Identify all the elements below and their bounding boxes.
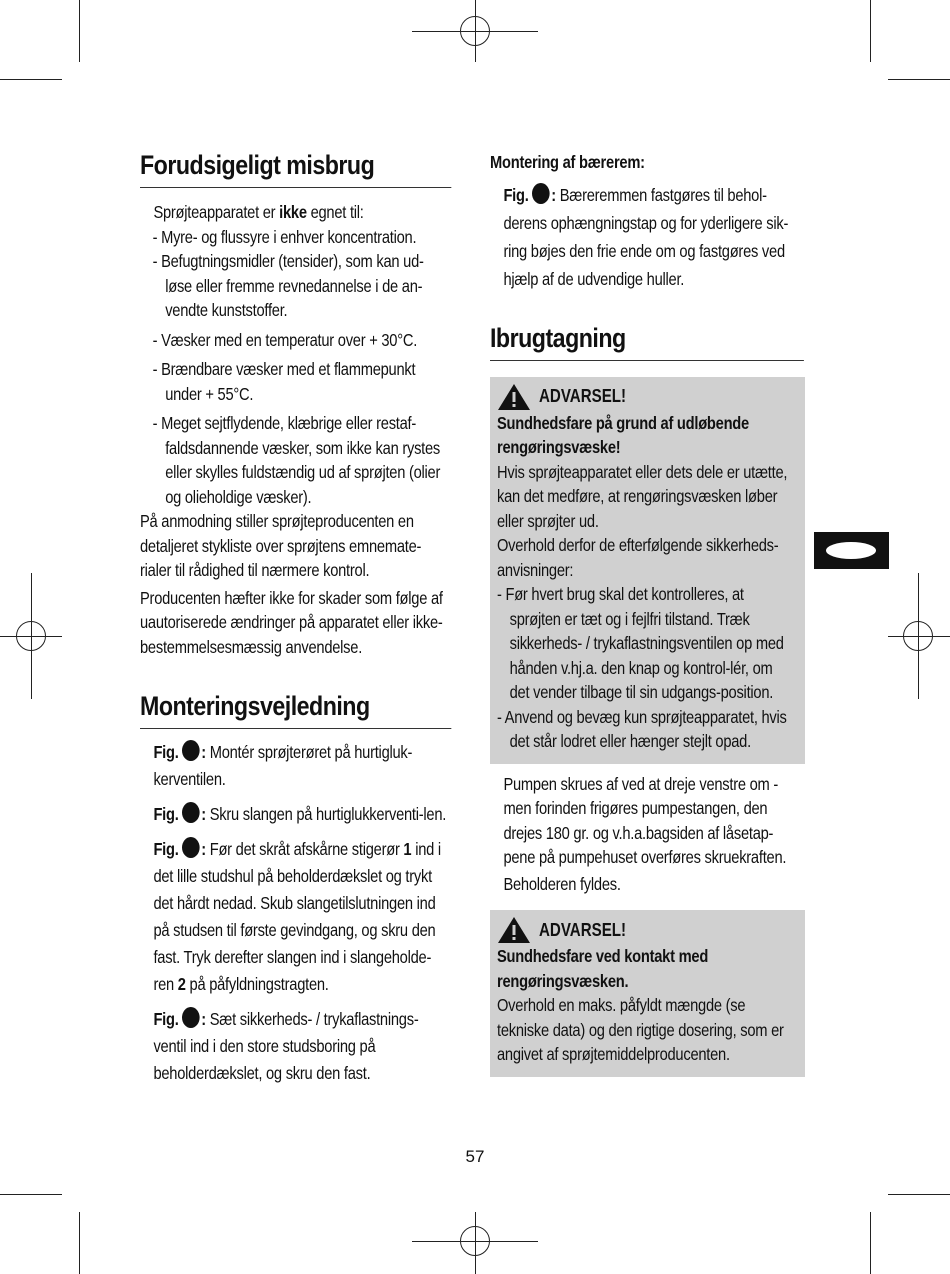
figure-marker-icon bbox=[182, 740, 200, 761]
crop-mark bbox=[79, 0, 80, 62]
warning-triangle-icon bbox=[497, 383, 531, 411]
figure-marker-icon bbox=[182, 1007, 200, 1028]
warning-box bbox=[490, 377, 805, 764]
warning-triangle-icon bbox=[497, 916, 531, 944]
warning-header bbox=[497, 383, 798, 411]
strap-text: Fig. : Bæreremmen fastgøres til behol-derens ophængningstap og for yderligere sik-ring bøjes den frie ende om og fastgøres ved hjælp af de udvendige huller. bbox=[503, 184, 789, 289]
warning-title: Sundhedsfare på grund af udløbende rengøringsvæske! bbox=[497, 412, 749, 457]
warning-title: Sundhedsfare ved kontakt med rengøringsvæsken. bbox=[497, 946, 709, 991]
warning-label: ADVARSEL! bbox=[539, 919, 627, 940]
warning-text: Hvis sprøjteapparatet eller dets dele er utætte, kan det medføre, at rengøringsvæsken løber eller sprøjter ud. bbox=[497, 461, 788, 531]
fig-step: Fig. : Montér sprøjterøret på hurtigluk-kerventilen. bbox=[153, 742, 413, 789]
misuse-para: Producenten hæfter ikke for skader som følge af uautoriserede ændringer på apparatet eller ikke-bestemmelsesmæssig anvendelse. bbox=[140, 587, 443, 657]
registration-mark bbox=[460, 16, 490, 46]
commissioning-heading: Ibrugtagning bbox=[490, 323, 804, 361]
pump-text: Pumpen skrues af ved at dreje venstre om - men forinden frigøres pumpestangen, den drejes 180 gr. og v.h.a.bagsiden af låsetap-pene på pumpehuset overføres skruekraften. bbox=[503, 773, 787, 867]
warning-box bbox=[490, 910, 805, 1077]
crop-mark bbox=[0, 1194, 62, 1195]
fig-step: Fig. : Sæt sikkerheds- / trykaflastnings-ventil ind i den store studsboring på beholderdækslet, og skru den fast. bbox=[153, 1009, 419, 1083]
misuse-para: På anmodning stiller sprøjteproducenten en detaljeret stykliste over sprøjtens emnemate-rialer til rådighed til nærmere kontrol. bbox=[140, 511, 422, 580]
misuse-intro: Sprøjteapparatet er ikke egnet til: bbox=[153, 202, 364, 222]
figure-marker-icon bbox=[182, 802, 200, 823]
crop-mark bbox=[79, 1212, 80, 1274]
registration-mark bbox=[460, 1226, 490, 1256]
strap-section bbox=[490, 150, 802, 293]
warning-text: Overhold derfor de efterfølgende sikkerheds-anvisninger: bbox=[497, 535, 779, 580]
warning-item: - Før hvert brug skal det kontrolleres, at sprøjten er tæt og i fejlfri tilstand. Træk sikkerheds- / trykaflastningsventilen op med hånden v.hj.a. den knap og kontrol-lér, om det vender tilbage til sin udgangs-position. bbox=[497, 584, 784, 702]
crop-mark bbox=[870, 1212, 871, 1274]
right-column bbox=[490, 150, 805, 1077]
strap-heading: Montering af bærerem: bbox=[490, 152, 645, 172]
misuse-item: - Befugtningsmidler (tensider), som kan ud-løse eller fremme revnedannelse i de an-vendte kunststoffer. bbox=[152, 251, 424, 320]
fig-step: Fig. : Skru slangen på hurtiglukkerventi-len. bbox=[153, 804, 447, 824]
assembly-heading: Monteringsvejledning bbox=[140, 691, 451, 729]
misuse-item: - Væsker med en temperatur over + 30°C. bbox=[152, 329, 418, 350]
registration-mark bbox=[16, 621, 46, 651]
crop-mark bbox=[0, 79, 62, 80]
warning-body bbox=[497, 411, 795, 754]
warning-text: Overhold en maks. påfyldt mængde (se tekniske data) og den rigtige dosering, som er angivet af sprøjtemiddelproducenten. bbox=[497, 995, 784, 1064]
crop-mark bbox=[888, 79, 950, 80]
fill-text: Beholderen fyldes. bbox=[503, 873, 621, 894]
language-tab-oval bbox=[826, 542, 876, 559]
warning-header bbox=[497, 916, 798, 944]
page-number: 57 bbox=[465, 1147, 485, 1166]
figure-marker-icon bbox=[182, 837, 200, 858]
misuse-item: - Myre- og flussyre i enhver koncentration. bbox=[152, 226, 417, 247]
misuse-item: - Meget sejtflydende, klæbrige eller restaf-faldsdannende væsker, som ikke kan rystes eller skylles fuldstændig ud af sprøjten (olier og olieholdige væsker). bbox=[152, 413, 441, 507]
misuse-item: - Brændbare væsker med et flammepunkt under + 55°C. bbox=[152, 359, 416, 404]
crop-mark bbox=[888, 1194, 950, 1195]
fig-step: Fig. : Før det skråt afskårne stigerør 1 ind i det lille studshul på beholderdækslet og trykt det hårdt nedad. Skub slangetilslutningen ind på studsen til første gevindgang, og skru den fast. Tryk derefter slangen ind i slangeholde-ren 2 på påfyldningstragten. bbox=[153, 839, 441, 994]
assembly-section bbox=[140, 739, 449, 1087]
misuse-heading: Forudsigeligt misbrug bbox=[140, 150, 451, 188]
crop-mark bbox=[870, 0, 871, 62]
pump-section bbox=[490, 772, 802, 897]
figure-marker-icon bbox=[532, 183, 550, 204]
warning-item: - Anvend og bevæg kun sprøjteapparatet, hvis det står lodret eller hænger stejlt opad. bbox=[497, 706, 787, 751]
registration-mark bbox=[903, 621, 933, 651]
misuse-section bbox=[140, 200, 449, 659]
warning-label: ADVARSEL! bbox=[539, 386, 627, 406]
warning-body bbox=[497, 944, 795, 1067]
left-column bbox=[140, 150, 452, 1087]
language-tab bbox=[814, 532, 889, 569]
